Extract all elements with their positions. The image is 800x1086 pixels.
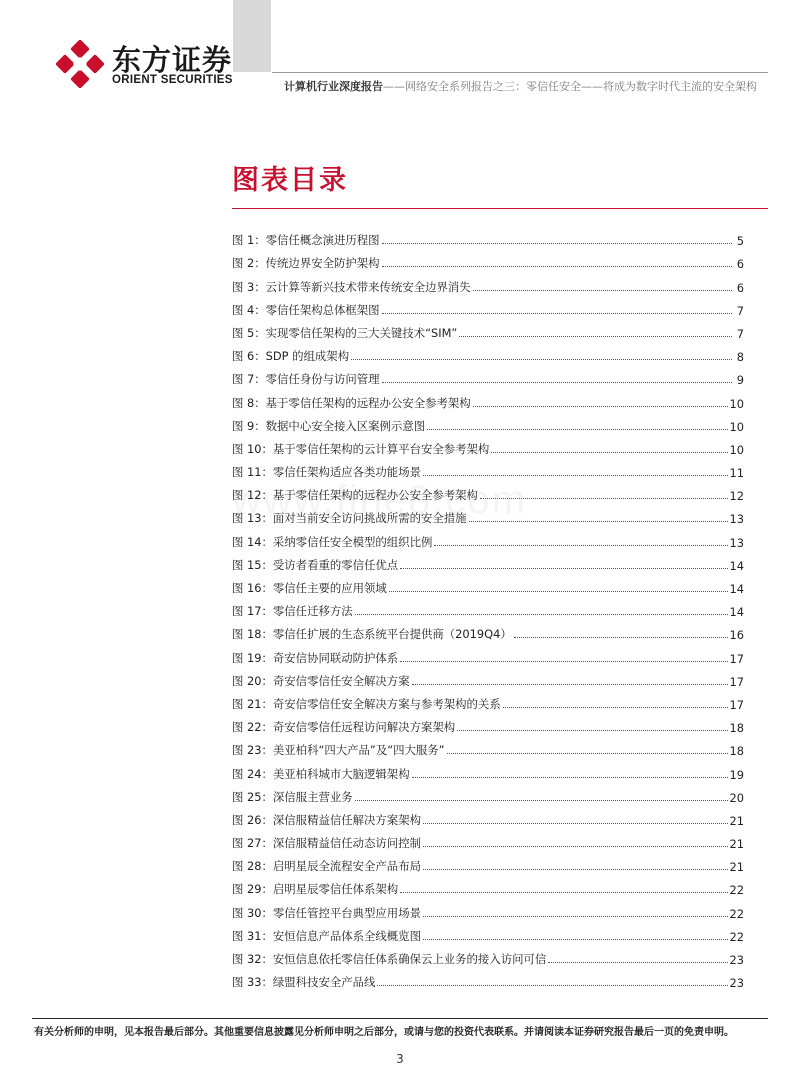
toc-entry-page: 20 <box>729 790 744 805</box>
toc-entry-label: 图 26：深信服精益信任解决方案架构 <box>232 812 421 827</box>
toc-entry-page: 18 <box>729 721 744 736</box>
toc-entry[interactable] <box>232 295 744 318</box>
toc-entry-label: 图 32：安恒信息依托零信任体系确保云上业务的接入访问可信 <box>232 952 547 966</box>
toc-entry[interactable] <box>232 411 744 434</box>
brand-logo <box>56 38 286 90</box>
toc-entry-label: 图 13：面对当前安全访问挑战所需的安全措施 <box>232 511 467 526</box>
toc-entry[interactable] <box>232 364 744 387</box>
toc-entry-page: 18 <box>729 744 744 759</box>
toc-entry-page: 23 <box>729 953 744 967</box>
toc-leader-dots <box>434 545 727 546</box>
toc-entry-label: 图 19：奇安信协同联动防护体系 <box>232 650 399 665</box>
toc-entry-label: 图 30：零信任管控平台典型应用场景 <box>232 905 421 920</box>
toc-entry-page: 14 <box>729 582 744 596</box>
toc-leader-dots <box>412 684 728 685</box>
toc-entry[interactable] <box>232 735 744 758</box>
toc-leader-dots <box>427 429 727 430</box>
toc-entry[interactable] <box>232 758 744 781</box>
toc-entry-page: 11 <box>729 466 744 481</box>
toc-leader-dots <box>473 406 728 407</box>
toc-entry[interactable] <box>232 318 744 341</box>
toc-leader-dots <box>423 846 728 847</box>
toc-entry[interactable] <box>232 457 744 480</box>
toc-leader-dots <box>412 777 728 778</box>
toc-leader-dots <box>447 753 728 754</box>
brand-name-en: ORIENT SECURITIES <box>112 74 233 86</box>
toc-leader-dots <box>382 313 732 314</box>
toc-leader-dots <box>491 452 727 453</box>
toc-entry-page: 22 <box>729 883 744 898</box>
toc-entry-page: 14 <box>729 558 744 573</box>
toc-leader-dots <box>457 730 727 731</box>
toc-leader-dots <box>382 266 732 267</box>
toc-entry-label: 图 24：美亚柏科城市大脑逻辑架构 <box>232 766 410 781</box>
toc-leader-dots <box>473 290 732 291</box>
toc-entry-page: 10 <box>729 419 744 434</box>
toc-entry-page: 22 <box>729 929 744 944</box>
toc-entry[interactable] <box>232 828 744 851</box>
toc-leader-dots <box>423 823 728 824</box>
header-divider <box>272 72 768 73</box>
toc-leader-dots <box>351 359 732 360</box>
toc-entry-page: 8 <box>736 350 744 365</box>
toc-entry[interactable] <box>232 712 744 735</box>
toc-entry-page: 13 <box>729 535 744 550</box>
toc-leader-dots <box>400 568 727 569</box>
toc-entry-page: 13 <box>729 512 744 527</box>
page-number: 3 <box>396 1052 404 1066</box>
toc-entry-page: 10 <box>729 442 744 457</box>
toc-entry-page: 12 <box>729 489 744 504</box>
toc-entry-page: 10 <box>729 396 744 411</box>
toc-leader-dots <box>503 707 728 708</box>
toc-entry-label: 图 7：零信任身份与访问管理 <box>232 372 380 387</box>
toc-entry[interactable] <box>232 689 744 712</box>
toc-leader-dots <box>469 521 728 522</box>
toc-entry-page: 7 <box>736 303 744 318</box>
toc-leader-dots <box>423 869 728 870</box>
toc-entry-page: 21 <box>729 813 744 828</box>
toc-leader-dots <box>382 382 732 383</box>
toc-entry-label: 图 11：零信任架构适应各类功能场景 <box>232 465 421 480</box>
toc-entry-label: 图 14：采纳零信任安全模型的组织比例 <box>232 534 433 549</box>
toc-entry[interactable] <box>232 897 744 920</box>
toc-entry-page: 14 <box>729 605 744 620</box>
toc-entry-label: 图 10：基于零信任架构的云计算平台安全参考架构 <box>232 441 490 456</box>
toc-entry[interactable] <box>232 596 744 619</box>
toc-entry-page: 23 <box>729 976 744 991</box>
report-type: 计算机行业深度报告 <box>284 80 383 93</box>
toc-entry[interactable] <box>232 341 744 364</box>
toc-entry-page: 19 <box>729 767 744 782</box>
toc-entry-label: 图 28：启明星辰全流程安全产品布局 <box>232 859 421 874</box>
toc-entry-label: 图 15：受访者看重的零信任优点 <box>232 557 399 572</box>
orient-logo-icon <box>56 40 104 88</box>
toc-entry-label: 图 27：深信服精益信任动态访问控制 <box>232 836 421 851</box>
toc-entry-label: 图 6：SDP 的组成架构 <box>232 349 350 364</box>
toc-entry[interactable] <box>232 666 744 689</box>
toc-entry-label: 图 8：基于零信任架构的远程办公安全参考架构 <box>232 395 471 410</box>
toc-entry-page: 7 <box>736 326 744 341</box>
toc-leader-dots <box>377 985 727 986</box>
toc-leader-dots <box>382 243 732 244</box>
report-subtitle: ——网络安全系列报告之三：零信任安全——将成为数字时代主流的安全架构 <box>383 80 757 93</box>
toc-entry-label: 图 29：启明星辰零信任体系架构 <box>232 882 399 897</box>
toc-leader-dots <box>514 637 728 638</box>
toc-entry-page: 17 <box>729 697 744 712</box>
toc-entry-label: 图 25：深信服主营业务 <box>232 789 353 804</box>
toc-leader-dots <box>400 661 727 662</box>
toc-entry[interactable] <box>232 805 744 828</box>
toc-entry-label: 图 9：数据中心安全接入区案例示意图 <box>232 418 426 433</box>
toc-entry-label: 图 22：奇安信零信任远程访问解决方案架构 <box>232 720 456 735</box>
toc-entry[interactable] <box>232 967 744 990</box>
footer-disclaimer: 有关分析师的申明，见本报告最后部分。其他重要信息披露见分析师申明之后部分，或请与您的投资代表联系。并请阅读本证券研究报告最后一页的免责申明。 <box>34 1027 734 1038</box>
toc-entry[interactable] <box>232 550 744 573</box>
toc-entry-label: 图 16：零信任主要的应用领域 <box>232 581 387 595</box>
toc-leader-dots <box>548 962 727 963</box>
toc-entry-page: 6 <box>736 280 744 295</box>
toc-leader-dots <box>423 916 728 917</box>
toc-entry-label: 图 23：美亚柏科“四大产品”及“四大服务” <box>232 743 445 758</box>
toc-entry[interactable] <box>232 851 744 874</box>
figure-list <box>232 225 744 990</box>
toc-entry[interactable] <box>232 480 744 503</box>
brand-name-cn: 东方证券 <box>112 43 233 77</box>
toc-entry[interactable] <box>232 225 744 248</box>
toc-leader-dots <box>423 939 728 940</box>
toc-leader-dots <box>389 591 728 592</box>
toc-entry-label: 图 18：零信任扩展的生态系统平台提供商（2019Q4） <box>232 627 512 642</box>
toc-entry-label: 图 31：安恒信息产品体系全线概览图 <box>232 928 421 943</box>
toc-entry-label: 图 21：奇安信零信任安全解决方案与参考架构的关系 <box>232 696 501 711</box>
toc-entry-label: 图 12：基于零信任架构的远程办公安全参考架构 <box>232 488 478 503</box>
report-header <box>284 78 764 95</box>
toc-entry-page: 16 <box>729 628 744 643</box>
toc-entry-label: 图 3：云计算等新兴技术带来传统安全边界消失 <box>232 279 471 294</box>
toc-entry-label: 图 20：奇安信零信任安全解决方案 <box>232 673 410 688</box>
page-title: 图表目录 <box>232 165 348 196</box>
toc-leader-dots <box>355 800 728 801</box>
toc-entry[interactable] <box>232 642 744 665</box>
toc-leader-dots <box>423 475 728 476</box>
toc-entry[interactable] <box>232 503 744 526</box>
toc-entry[interactable] <box>232 573 744 596</box>
toc-leader-dots <box>459 336 732 337</box>
toc-leader-dots <box>355 614 728 615</box>
toc-entry-label: 图 5：实现零信任架构的三大关键技术“SIM” <box>232 325 458 340</box>
toc-entry[interactable] <box>232 434 744 457</box>
title-divider <box>232 208 768 209</box>
toc-entry[interactable] <box>232 782 744 805</box>
toc-entry-label: 图 2：传统边界安全防护架构 <box>232 256 380 271</box>
toc-entry-label: 图 33：绿盟科技安全产品线 <box>232 975 376 990</box>
toc-entry-page: 17 <box>729 674 744 689</box>
toc-entry[interactable] <box>232 248 744 271</box>
toc-entry[interactable] <box>232 619 744 642</box>
toc-entry-page: 21 <box>729 837 744 852</box>
toc-entry-label: 图 17：零信任迁移方法 <box>232 604 353 619</box>
toc-entry-label: 图 1：零信任概念演进历程图 <box>232 233 380 248</box>
toc-leader-dots <box>400 892 727 893</box>
toc-entry[interactable] <box>232 387 744 410</box>
toc-entry[interactable] <box>232 874 744 897</box>
toc-entry-page: 5 <box>736 234 744 249</box>
toc-entry-page: 9 <box>736 373 744 388</box>
toc-entry-label: 图 4：零信任架构总体框架图 <box>232 302 380 317</box>
toc-entry-page: 6 <box>736 257 744 272</box>
toc-entry[interactable] <box>232 526 744 549</box>
toc-entry[interactable] <box>232 271 744 294</box>
toc-leader-dots <box>480 498 728 499</box>
toc-entry-page: 22 <box>729 906 744 921</box>
toc-entry[interactable] <box>232 921 744 944</box>
toc-entry-page: 17 <box>729 651 744 666</box>
footer-divider <box>32 1018 768 1019</box>
toc-entry[interactable] <box>232 944 744 967</box>
toc-entry-page: 21 <box>729 860 744 875</box>
